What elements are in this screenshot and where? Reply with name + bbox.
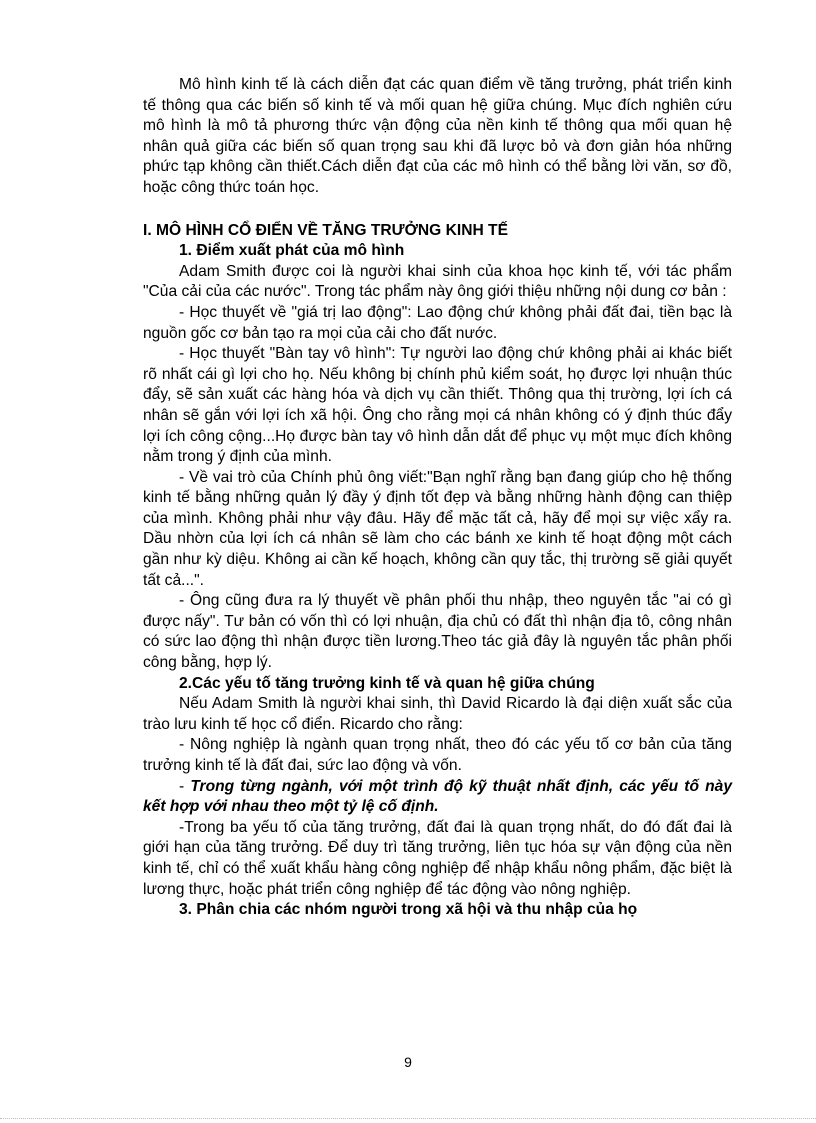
- subsection-2-heading: 2.Các yếu tố tăng trưởng kinh tế và quan hệ giữa chúng: [179, 674, 595, 692]
- subsection-1-paragraph-2: - Học thuyết về "giá trị lao động": Lao động chứ không phải đất đai, tiền bạc là nguồn gốc cơ bản tạo ra mọi của cải cho đất nước.: [143, 303, 732, 342]
- subsection-2-paragraph-1: Nếu Adam Smith là người khai sinh, thì David Ricardo là đại diện xuất sắc của trào lưu kinh tế học cổ điển. Ricardo cho rằng:: [143, 695, 732, 733]
- page-number: 9: [404, 1054, 412, 1070]
- subsection-1-paragraph-4: - Về vai trò của Chính phủ ông viết:"Bạn nghĩ rằng bạn đang giúp cho hệ thống kinh tế bằng những quản lý đầy ý định tốt đẹp và bằng những hành động can thiệp của mình. Không phải như vậy đâu. Hãy để mặc tất cả, hãy để mọi sự việc xẩy ra. Dầu nhờn của lợi ích cá nhân sẽ làm cho các bánh xe kinh tế hoạt động một cách gần như kỳ diệu. Không ai cần kế hoạch, không cần quy tắc, thị trường sẽ giải quyết tất cả...".: [143, 468, 732, 589]
- subsection-1-paragraph-5: - Ông cũng đưa ra lý thuyết về phân phối thu nhập, theo nguyên tắc "ai có gì được nấy". Tư bản có vốn thì có lợi nhuận, địa chủ có đất thì nhận địa tô, công nhân có sức lao động thì nhận được tiền lương.Theo tác giả đây là nguyên tắc phân phối công bằng, hợp lý.: [143, 592, 732, 672]
- emphasized-statement: Trong từng ngành, với một trình độ kỹ thuật nhất định, các yếu tố này kết hợp với nhau theo một tỷ lệ cố định.: [143, 777, 732, 816]
- page-body: [143, 75, 732, 921]
- subsection-2-paragraph-3: [143, 777, 732, 818]
- subsection-1-paragraph-1: Adam Smith được coi là người khai sinh của khoa học kinh tế, với tác phẩm "Của cải của các nước". Trong tác phẩm này ông giới thiệu những nội dung cơ bản :: [143, 262, 732, 301]
- paragraph-dash: -: [179, 777, 191, 795]
- section-1-heading: I. MÔ HÌNH CỔ ĐIỂN VỀ TĂNG TRƯỞNG KINH TẾ: [143, 221, 508, 239]
- page-bottom-divider: [0, 1118, 816, 1119]
- subsection-2-paragraph-4: -Trong ba yếu tố của tăng trưởng, đất đai là quan trọng nhất, do đó đất đai là giới hạn của tăng trưởng. Để duy trì tăng trưởng, liên tục hóa sự vận động của nền kinh tế, chỉ có thể xuất khẩu hàng công nghiệp để nhập khẩu nông phẩm, đặc biệt là lương thực, hoặc phát triển công nghiệp để tác động vào nông nghiệp.: [143, 818, 732, 898]
- subsection-1-paragraph-3: - Học thuyết "Bàn tay vô hình": Tự người lao động chứ không phải ai khác biết rõ nhất cái gì lợi cho họ. Nếu không bị chính phủ kiểm soát, họ được lợi nhuận thúc đẩy, sẽ sản xuất các hàng hóa và dịch vụ cần thiết. Thông qua thị trường, lợi ích cá nhân sẽ gắn với lợi ích xã hội. Ông cho rằng mọi cá nhân không có ý định thúc đẩy lợi ích công cộng...Họ được bàn tay vô hình dẫn dắt để phục vụ một mục đích không nằm trong ý định của mình.: [143, 345, 732, 466]
- subsection-3-heading: 3. Phân chia các nhóm người trong xã hội và thu nhập của họ: [179, 901, 638, 919]
- spacer: [143, 199, 732, 221]
- subsection-2-paragraph-2: - Nông nghiệp là ngành quan trọng nhất, theo đó các yếu tố cơ bản của tăng trưởng kinh tế là đất đai, sức lao động và vốn.: [143, 736, 732, 774]
- intro-paragraph: Mô hình kinh tế là cách diễn đạt các quan điểm về tăng trưởng, phát triển kinh tế thông qua các biến số kinh tế và mối quan hệ giữa chúng. Mục đích nghiên cứu mô hình là mô tả phương thức vận động của nền kinh tế thông qua mối quan hệ nhân quả giữa các biến số quan trọng sau khi đã lược bỏ và đơn giản hóa những phức tạp không cần thiết.Cách diễn đạt của các mô hình có thể bằng lời văn, sơ đồ, hoặc công thức toán học.: [143, 76, 732, 196]
- subsection-1-heading: 1. Điểm xuất phát của mô hình: [179, 242, 405, 260]
